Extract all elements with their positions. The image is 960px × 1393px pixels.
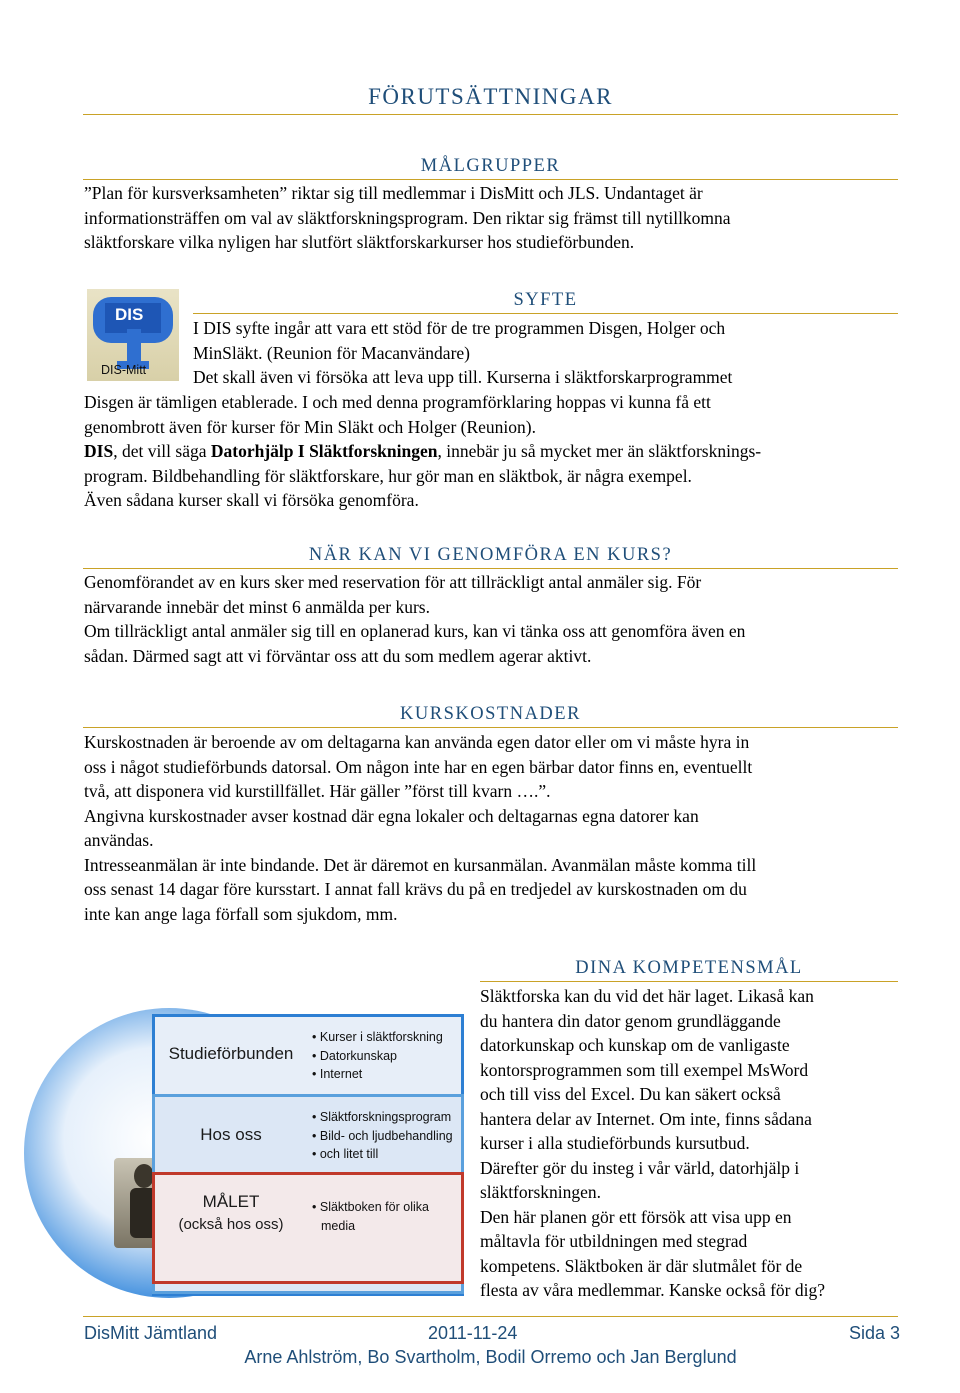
kostnader-body	[84, 730, 756, 926]
malet-bullets	[312, 1198, 429, 1235]
nar-body	[84, 570, 745, 668]
malet-sublabel: (också hos oss)	[178, 1216, 284, 1233]
studieforbunden-label: Studieförbunden	[168, 1044, 294, 1063]
kompetens-line: Den här planen gör ett försök att visa upp en	[480, 1206, 792, 1227]
kompetens-heading: DINA KOMPETENSMÅL	[480, 958, 898, 982]
kostnader-line: Intresseanmälan är inte bindande. Det är däremot en kursanmälan. Avanmälan måste komma till	[84, 854, 757, 875]
dis-rest-text: , innebär ju så mycket mer än släktforsknings-	[437, 441, 762, 461]
kompetens-line: måltavla för utbildningen med stegrad	[480, 1231, 748, 1251]
kostnader-heading: KURSKOSTNADER	[83, 704, 898, 728]
kostnader-line: Angivna kurskostnader avser kostnad där egna lokaler och deltagarnas egna datorer kan	[84, 805, 699, 826]
syfte-line: Även sådana kurser skall vi försöka genomföra.	[84, 490, 419, 510]
syfte-line: Disgen är tämligen etablerade. I och med denna programförklaring hoppas vi kunna få ett	[84, 392, 711, 412]
kompetens-line: du hantera din dator genom grundläggande	[480, 1010, 781, 1031]
hos-oss-label: Hos oss	[200, 1125, 262, 1144]
bullet-item: • Släktboken för olika	[312, 1200, 429, 1214]
malgrupper-line: informationsträffen om val av släktforskningsprogram. Den riktar sig främst till nytillkomna	[84, 207, 731, 228]
syfte-line: program. Bildbehandling för släktforskare, hur gör man en släktbok, är några exempel.	[84, 465, 692, 486]
kompetens-line: flesta av våra medlemmar. Kanske också för dig?	[480, 1280, 826, 1300]
syfte-dis-line	[84, 439, 761, 464]
kompetens-line: Släktforska kan du vid det här laget. Likaså kan	[480, 986, 814, 1006]
competence-diagram	[24, 1008, 474, 1298]
footer-authors: Arne Ahlström, Bo Svartholm, Bodil Orremo och Jan Berglund	[244, 1347, 737, 1367]
syfte-line: Det skall även vi försöka att leva upp till. Kurserna i släktforskarprogrammet	[193, 367, 733, 387]
footer-rule	[83, 1316, 898, 1317]
kompetens-body	[480, 984, 825, 1303]
kostnader-line: Kurskostnaden är beroende av om deltagarna kan använda egen dator eller om vi måste hyra in	[84, 732, 750, 752]
malgrupper-heading: MÅLGRUPPER	[83, 156, 898, 180]
bullet-item: • Bild- och ljudbehandling	[312, 1128, 453, 1143]
dis-mitt-logo	[87, 289, 179, 381]
footer-org: DisMitt Jämtland	[84, 1323, 218, 1343]
dis-logo-text: DIS	[115, 305, 144, 324]
kostnader-line: oss senast 14 dagar före kursstart. I annat fall krävs du på en tredjedel av kurskostnaden om du	[84, 879, 747, 899]
hos-oss-bullets	[312, 1108, 453, 1164]
dis-logo-caption: DIS-Mitt	[101, 363, 147, 377]
kostnader-line: användas.	[84, 830, 154, 850]
syfte-line: genombrott även för kurser för Min Släkt och Holger (Reunion).	[84, 416, 536, 437]
bullet-item: media	[321, 1218, 356, 1233]
bullet-item: • och litet till	[312, 1147, 379, 1161]
footer-date: 2011-11-24	[428, 1323, 518, 1343]
nar-line: sådan. Därmed sagt att vi förväntar oss att du som medlem agerar aktivt.	[84, 645, 592, 666]
dis-mid-text: , det vill säga	[113, 441, 211, 461]
bullet-item: • Internet	[312, 1067, 363, 1081]
bullet-item: • Släktforskningsprogram	[312, 1110, 452, 1124]
nar-line: närvarande innebär det minst 6 anmälda per kurs.	[84, 596, 430, 617]
nar-line: Om tillräckligt antal anmäler sig till en oplanerad kurs, kan vi tänka oss att genomföra även en	[84, 621, 746, 641]
bullet-item: • Kurser i släktforskning	[312, 1030, 443, 1044]
studieforbunden-bullets	[312, 1028, 443, 1084]
kompetens-line: släktforskningen.	[480, 1182, 602, 1202]
nar-heading: NÄR KAN VI GENOMFÖRA EN KURS?	[83, 545, 898, 569]
syfte-heading: SYFTE	[193, 290, 898, 314]
bullet-item: • Datorkunskap	[312, 1048, 397, 1063]
dis-fullname: Datorhjälp I Släktforskningen	[210, 441, 438, 461]
syfte-line: MinSläkt. (Reunion för Macanvändare)	[193, 342, 471, 363]
dis-abbrev: DIS	[84, 441, 114, 461]
kostnader-line: oss i något studieförbunds datorsal. Om någon inte har en egen bärbar dator finns en, eventuellt	[84, 756, 753, 777]
kompetens-line: kontorsprogrammen som till exempel MsWord	[480, 1059, 809, 1080]
kompetens-line: kurser i alla studieförbunds kursutbud.	[480, 1133, 750, 1153]
syfte-line: I DIS syfte ingår att vara ett stöd för de tre programmen Disgen, Holger och	[193, 318, 726, 338]
kompetens-line: Därefter gör du insteg i vår värld, datorhjälp i	[480, 1157, 800, 1178]
kompetens-line: kompetens. Släktboken är där slutmålet för de	[480, 1255, 803, 1276]
kompetens-line: och till viss del Excel. Du kan säkert också	[480, 1084, 781, 1104]
malet-label: MÅLET	[202, 1192, 260, 1211]
malgrupper-line: släktforskare vilka nyligen har slutfört släktforskarkurser hos studieförbunden.	[84, 232, 635, 252]
page-title: FÖRUTSÄTTNINGAR	[83, 84, 898, 115]
footer-page: Sida 3	[848, 1323, 900, 1343]
kompetens-line: hantera delar av Internet. Om inte, finns sådana	[480, 1108, 812, 1129]
kostnader-line: två, att disponera vid kurstillfället. Här gäller ”först till kvarn ….”.	[84, 781, 551, 801]
kompetens-line: datorkunskap och kunskap om de vanligaste	[480, 1035, 790, 1055]
malgrupper-line: ”Plan för kursverksamheten” riktar sig till medlemmar i DisMitt och JLS. Undantaget är	[84, 183, 703, 203]
malgrupper-body	[84, 181, 731, 255]
syfte-body-short	[193, 316, 732, 390]
kostnader-line: inte kan ange laga förfall som sjukdom, mm.	[84, 903, 398, 924]
nar-line: Genomförandet av en kurs sker med reservation för att tillräckligt antal anmäler sig. För	[84, 572, 702, 592]
syfte-body-full	[84, 390, 761, 513]
